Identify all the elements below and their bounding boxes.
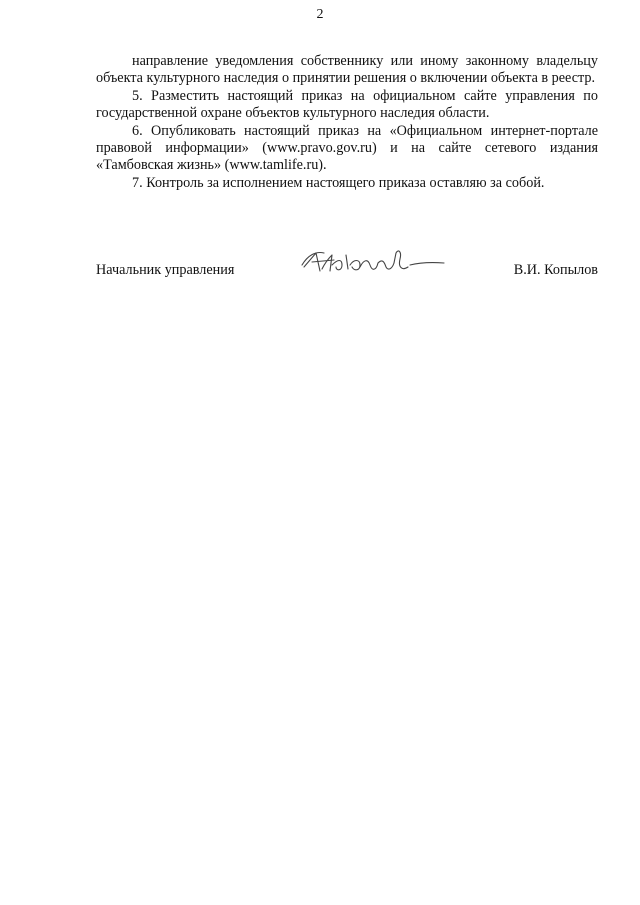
body-text: [96, 53, 598, 192]
signatory-title: Начальник управления: [96, 262, 235, 278]
paragraph-item-6: 6. Опубликовать настоящий приказ на «Официальном интернет-портале правовой информации» (www.pravo.gov.ru) и на сайте сетевого издания «Тамбовская жизнь» (www.tamlife.ru).: [96, 122, 598, 174]
paragraph-item-7: 7. Контроль за исполнением настоящего приказа оставляю за собой.: [132, 174, 545, 191]
handwritten-signature: [294, 245, 459, 285]
page-number: 2: [316, 7, 324, 22]
signature-block: [96, 257, 598, 287]
signatory-name: В.И. Копылов: [513, 262, 598, 278]
paragraph-item-5: 5. Разместить настоящий приказ на официальном сайте управления по государственной охране объектов культурного наследия области.: [96, 87, 598, 122]
paragraph-continuation: направление уведомления собственнику или иному законному владельцу объекта культурного наследия о принятии решения о включении объекта в реестр.: [96, 53, 598, 87]
